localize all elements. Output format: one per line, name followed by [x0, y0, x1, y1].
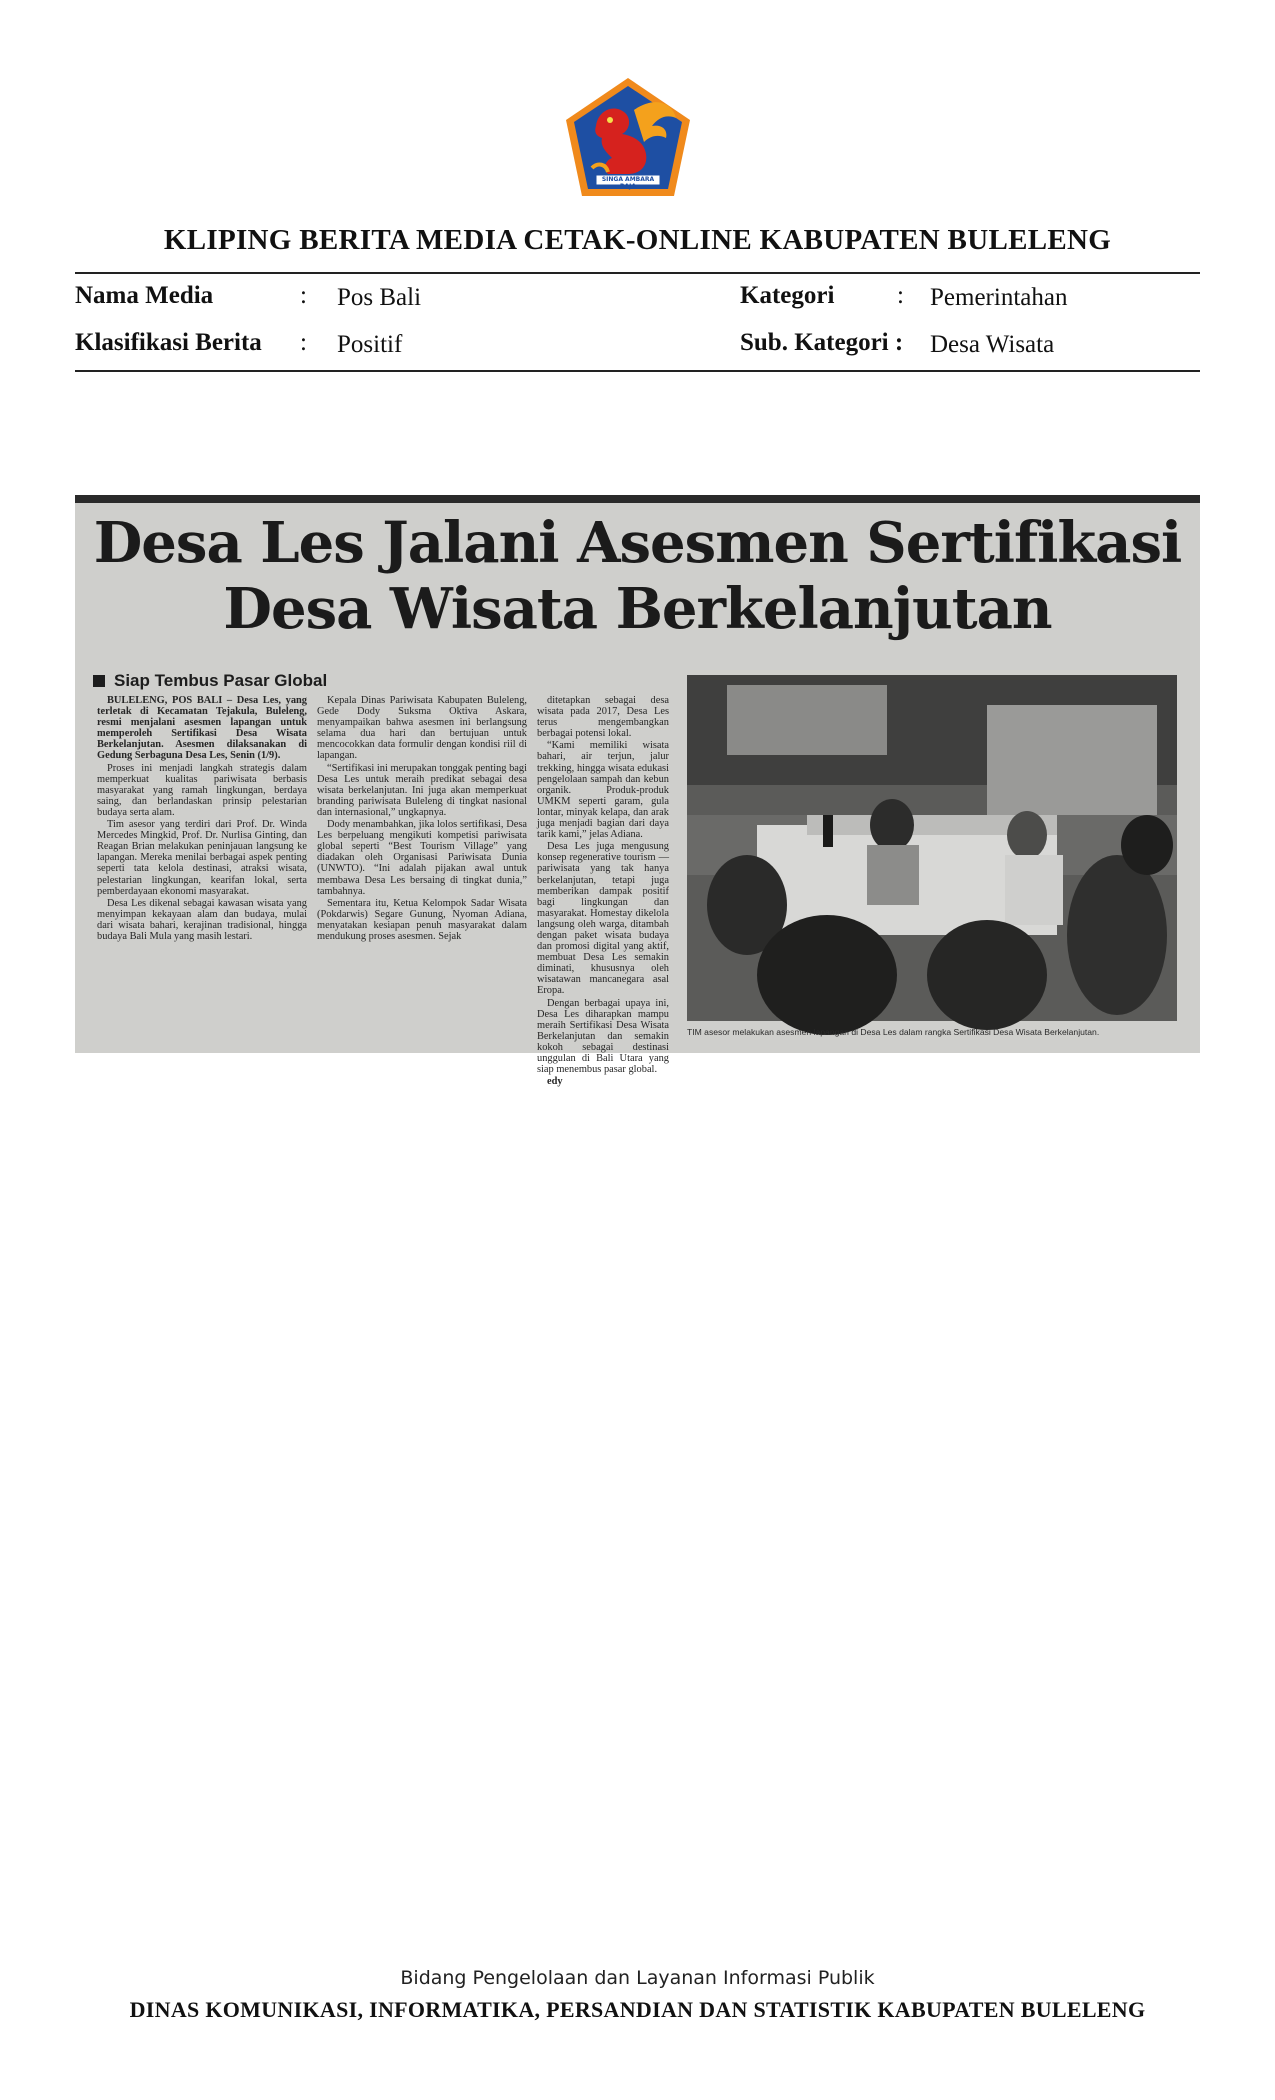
footer-department: Bidang Pengelolaan dan Layanan Informasi Publik: [400, 1967, 875, 1989]
clipping-page-strip: [75, 495, 1200, 503]
meta-divider: [75, 370, 1200, 372]
newspaper-clipping: [75, 495, 1200, 1088]
subcategory-row: [740, 329, 903, 357]
subcategory-label: Sub. Kategori: [740, 329, 889, 356]
article-paragraph: Kepala Dinas Pariwisata Kabupaten Buleleng, Gede Dody Suksma Oktiva Askara, menyampaikan bahwa asesmen ini berlangsung selama dua hari dan bertujuan untuk mencocokkan data formulir dengan kondisi riil di lapangan.: [317, 695, 527, 762]
classification-row: [75, 329, 262, 357]
article-paragraph: Dengan berbagai upaya ini, Desa Les diharapkan mampu meraih Sertifikasi Desa Wisata Berkelanjutan dan semakin kokoh sebagai destinasi unggulan di Bali Utara yang siap menembus pasar global.: [537, 997, 669, 1076]
document-title: KLIPING BERITA MEDIA CETAK-ONLINE KABUPATEN BULELENG: [163, 224, 1112, 256]
article-photo: [687, 675, 1177, 1021]
photo-caption: TIM asesor melakukan asesmen lapangan di Desa Les dalam rangka Sertifikasi Desa Wisata Berkelanjutan.: [687, 1027, 1100, 1037]
article-paragraph: ditetapkan sebagai desa wisata pada 2017, Desa Les terus mengembangkan berbagai potensi lokal.: [537, 695, 669, 740]
category-row: [740, 282, 834, 310]
classification-value: Positif: [337, 331, 403, 358]
article-paragraph: BULELENG, POS BALI – Desa Les, yang terletak di Kecamatan Tejakula, Buleleng, resmi menjalani asesmen lapangan untuk memperoleh Sertifikasi Desa Wisata Berkelanjutan. Asesmen dilaksanakan di Gedung Serbaguna Desa Les, Senin (1/9).: [97, 695, 307, 762]
category-separator: :: [897, 282, 904, 309]
buleleng-regency-emblem: [562, 76, 694, 198]
subcategory-separator: :: [894, 329, 904, 356]
article-paragraph: “Sertifikasi ini merupakan tonggak penting bagi Desa Les untuk meraih predikat sebagai desa wisata berkelanjutan. Ini juga akan memperkuat branding pariwisata Buleleng di tingkat nasional dan internasional,” ungkapnya.: [317, 762, 527, 818]
subheadline: [93, 671, 327, 691]
article-paragraph: Desa Les juga mengusung konsep regenerative tourism —pariwisata yang tak hanya berkelanjutan, tetapi juga memberikan dampak positif bagi lingkungan dan masyarakat. Homestay dikelola langsung oleh warga, ditambah dengan paket wisata budaya dan promosi digital yang aktif, membuat Desa Les semakin diminati, khususnya oleh wisatawan mancanegara asal Eropa.: [537, 841, 669, 997]
photo-credit: [1137, 1018, 1138, 1024]
article-paragraph: Dody menambahkan, jika lolos sertifikasi, Desa Les berpeluang mengikuti kompetisi pariwisata global seperti “Best Tourism Village” yang diadakan oleh Organisasi Pariwisata Dunia (UNWTO). “Ini adalah pijakan awal untuk membawa Desa Les bersaing di tingkat dunia,” tambahnya.: [317, 819, 527, 897]
classification-separator: :: [300, 329, 307, 356]
category-value: Pemerintahan: [930, 284, 1068, 311]
article-paragraph: Tim asesor yang terdiri dari Prof. Dr. Winda Mercedes Mingkid, Prof. Dr. Nurlisa Ginting, dan Reagan Brian melakukan peninjauan langsung ke lapangan. Mereka menilai berbagai aspek penting seperti tata kelola destinasi, atraksi wisata, pelestarian lingkungan, kearifan lokal, serta pemberdayaan ekonomi masyarakat.: [97, 819, 307, 897]
media-name-row: [75, 282, 213, 310]
title-divider: [75, 272, 1200, 274]
article-paragraph: Sementara itu, Ketua Kelompok Sadar Wisata (Pokdarwis) Segare Gunung, Nyoman Adiana, menyatakan kesiapan penuh masyarakat dalam mendukung proses asesmen. Sejak: [317, 897, 527, 942]
article-column-2: [317, 695, 527, 943]
media-name-separator: :: [300, 282, 307, 309]
emblem-motto: SINGA AMBARA RAJA: [601, 176, 655, 190]
article-paragraph: Proses ini menjadi langkah strategis dalam memperkuat kualitas pariwisata berbasis masyarakat yang ramah lingkungan, berdaya saing, dan berlandaskan prinsip pelestarian budaya serta alam.: [97, 762, 307, 818]
article-column-1: [97, 695, 307, 943]
footer-agency: DINAS KOMUNIKASI, INFORMATIKA, PERSANDIAN DAN STATISTIK KABUPATEN BULELENG: [129, 1997, 1146, 2022]
subheadline-text: Siap Tembus Pasar Global: [114, 671, 328, 690]
article-column-3: [537, 695, 669, 1088]
headline-line-2: Desa Wisata Berkelanjutan: [223, 576, 1052, 642]
headline-line-1: Desa Les Jalani Asesmen Sertifikasi: [93, 510, 1182, 576]
article-paragraph: “Kami memiliki wisata bahari, air terjun, jalur trekking, hingga wisata edukasi pengelolaan sampah dan kebun organik. Produk-produk UMKM seperti garam, gula lontar, minyak kelapa, dan arak juga menjadi bagian dari daya tarik kami,” jelas Adiana.: [537, 740, 669, 841]
media-name-label: Nama Media: [75, 282, 214, 309]
category-label: Kategori: [740, 282, 835, 309]
bullet-square-icon: [93, 675, 105, 687]
media-name-value: Pos Bali: [337, 284, 422, 311]
author-signature: edy: [547, 1076, 563, 1088]
article-paragraph: Desa Les dikenal sebagai kawasan wisata yang menyimpan kekayaan alam dan budaya, mulai dari wisata bahari, kerajinan tradisional, hingga budaya Bali Mula yang masih lestari.: [97, 897, 307, 942]
subcategory-value: Desa Wisata: [930, 331, 1055, 358]
classification-label: Klasifikasi Berita: [75, 329, 262, 356]
